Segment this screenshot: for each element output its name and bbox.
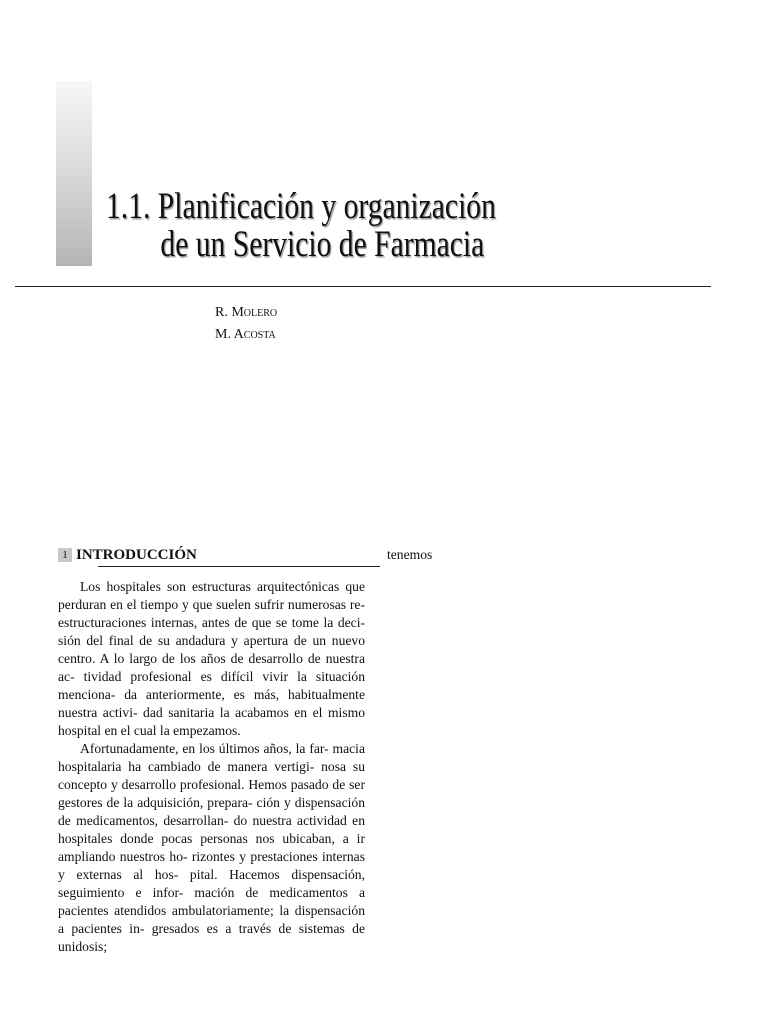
author-name: M. Acosta — [215, 327, 276, 342]
section-title: INTRODUCCIÓN — [76, 547, 197, 563]
chapter-title — [106, 188, 586, 264]
body-paragraph: Afortunadamente, en los últimos años, la far- macia hospitalaria ha cambiado de manera vertigi- nosa su concepto y desarrollo profesional. Hemos pasado de ser gestores de la adquisición, prepara- ción y dispensación de medicamentos, desarrollan- do nuestra actividad en hospitales donde pocas personas nos ubicaban, a ir ampliando nuestros ho- rizontes y prestaciones internas y externas al hos- pital. Hacemos dispensación, seguimiento e infor- mación de medicamentos a pacientes atendidos ambulatoriamente; la dispensación a pacientes in- gresados es a través de sistemas de unidosis; — [58, 741, 365, 954]
section-underline — [98, 566, 380, 567]
next-column-text: tenemos — [387, 547, 433, 562]
chapter-title-line2: de un Servicio de Farmacia — [160, 224, 485, 265]
author-list — [215, 302, 277, 346]
title-divider — [15, 286, 711, 287]
chapter-title-line1: 1.1. Planificación y organización — [106, 186, 496, 227]
body-paragraph: Los hospitales son estructuras arquitectónicas que perduran en el tiempo y que suelen sufrir numerosas re- estructuraciones internas, antes de que se tome la deci- sión del final de su andadura y apertura de un nuevo centro. A lo largo de los años de desarrollo de nuestra ac- tividad profesional es difícil vivir la situación menciona- da anteriormente, es más, habitualmente nuestra activi- dad sanitaria la acabamos en el mismo hospital en el cual la empezamos. — [58, 579, 365, 738]
body-column — [58, 578, 365, 956]
section-number: 1 — [58, 548, 72, 562]
section-heading — [58, 546, 380, 570]
chapter-decor-bar — [56, 81, 92, 266]
author-name: R. Molero — [215, 305, 278, 320]
